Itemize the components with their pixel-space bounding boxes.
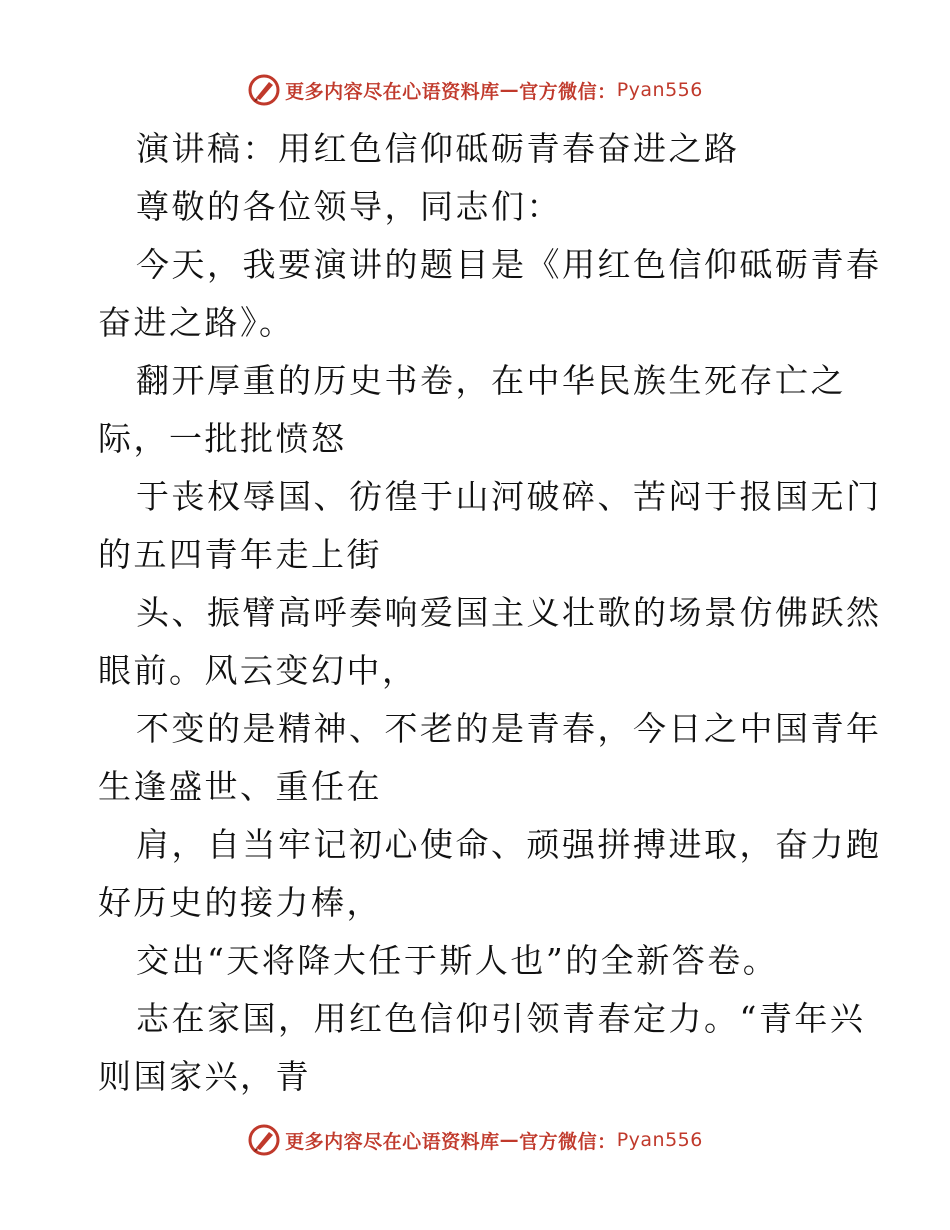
watermark-slogan: 更多内容尽在心语资料库: [285, 80, 500, 103]
paragraph-line: 于丧权辱国、彷徨于山河破碎、苦闷于报国无门: [136, 477, 882, 516]
paragraph-line: 奋进之路》。: [98, 303, 295, 342]
document-body: [98, 120, 882, 1106]
watermark-separator: —: [499, 79, 520, 101]
paragraph-line: 志在家国，用红色信仰引领青春定力。“青年兴: [136, 999, 866, 1038]
paragraph-line: 尊敬的各位领导，同志们：: [136, 187, 562, 226]
watermark-wechat-id: Pyan556: [616, 79, 703, 101]
watermark-wechat-label: 官方微信：: [519, 80, 617, 103]
pen-logo-icon: [247, 73, 281, 107]
paragraph-line: 交出“天将降大任于斯人也”的全新答卷。: [136, 941, 779, 980]
paragraph-line: 头、振臂高呼奏响爱国主义壮歌的场景仿佛跃然: [136, 593, 882, 632]
paragraph-line: 眼前。风云变幻中，: [98, 651, 418, 690]
paragraph-line: 演讲稿：用红色信仰砥砺青春奋进之路: [136, 129, 740, 168]
watermark-wechat-label: 官方微信：: [519, 1130, 617, 1153]
paragraph-line: 今天，我要演讲的题目是《用红色信仰砥砺青春: [136, 245, 882, 284]
pen-logo-icon: [247, 1123, 281, 1157]
paragraph-line: 翻开厚重的历史书卷，在中华民族生死存亡之: [136, 361, 846, 400]
paragraph-line: 生逢盛世、重任在: [98, 767, 382, 806]
watermark-slogan: 更多内容尽在心语资料库: [285, 1130, 500, 1153]
paragraph-line: 不变的是精神、不老的是青春，今日之中国青年: [136, 709, 882, 748]
watermark-wechat-id: Pyan556: [616, 1129, 703, 1151]
header-watermark: [0, 70, 950, 110]
watermark-separator: —: [499, 1129, 520, 1151]
paragraph-line: 际，一批批愤怒: [98, 419, 347, 458]
footer-watermark: [0, 1120, 950, 1160]
paragraph-line: 好历史的接力棒，: [98, 883, 382, 922]
paragraph-line: 的五四青年走上街: [98, 535, 382, 574]
paragraph-line: 则国家兴，青: [98, 1057, 311, 1096]
paragraph-line: 肩，自当牢记初心使命、顽强拼搏进取，奋力跑: [136, 825, 882, 864]
